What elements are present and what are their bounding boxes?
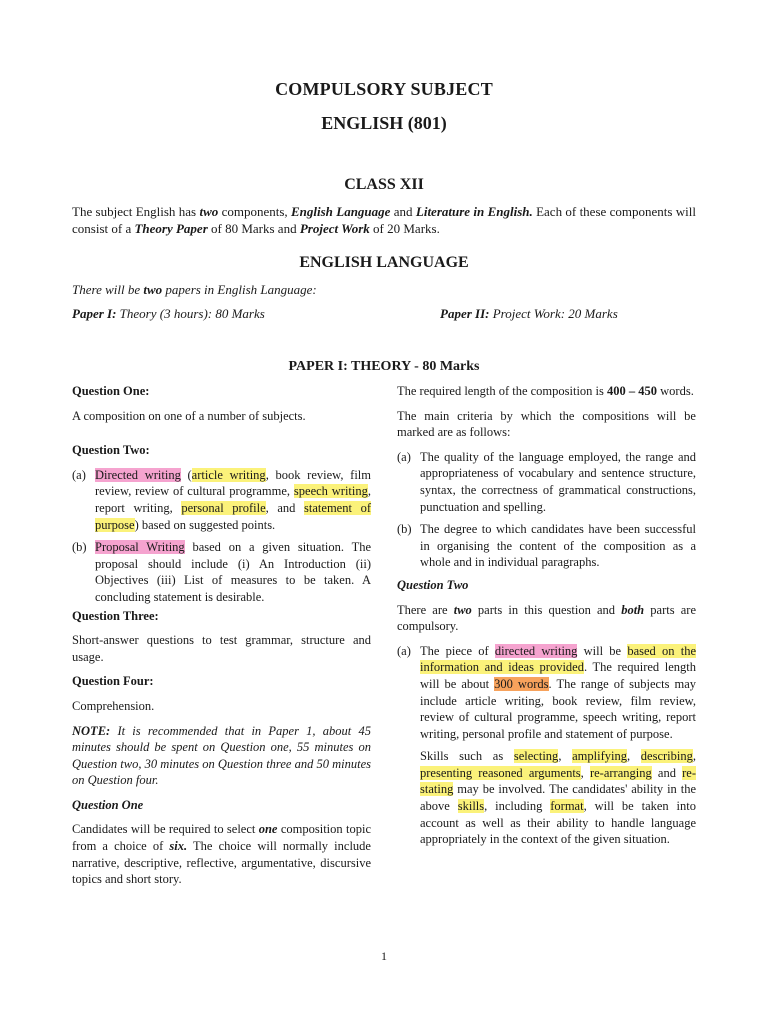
paragraph-emphasis: both	[621, 602, 645, 617]
highlight: personal profile	[181, 500, 266, 515]
paper-one-line	[72, 306, 265, 322]
paragraph-emphasis: two	[453, 602, 472, 617]
page-number: 1	[381, 949, 387, 963]
paper-one-text: Theory (3 hours): 80 Marks	[116, 306, 265, 321]
highlight: Directed writing	[95, 467, 181, 482]
paragraph-text: , including	[484, 799, 551, 814]
highlight: directed writing	[494, 643, 578, 658]
paragraph-text: ,	[558, 749, 573, 764]
item-label: (a)	[72, 467, 86, 482]
question-one-text: A composition on one of a number of subjects.	[72, 408, 306, 423]
item-text-part: will be	[577, 643, 628, 658]
paragraph-text: Candidates will be required to select	[72, 822, 259, 837]
intro-emphasis: Project Work	[299, 221, 370, 236]
item-text	[420, 643, 696, 743]
note-paragraph	[72, 723, 371, 789]
paragraph-text: Skills such as	[420, 749, 514, 764]
paragraph-text: ,	[580, 765, 590, 780]
intro-paragraph	[72, 203, 696, 237]
intro-text: The subject English has	[72, 204, 200, 219]
list-item	[397, 521, 696, 571]
item-text-part: . The required length will be about	[420, 660, 696, 691]
question-two-heading: Question Two:	[72, 443, 150, 458]
paragraph-text: parts are compulsory.	[397, 602, 697, 634]
paragraph-text: There are	[397, 602, 454, 617]
item-text: The quality of the language employed, the range and appropriateness of vocabulary and sentence structure, syntax, the correctness of grammatical constructions, punctuation and spelling.	[420, 449, 696, 514]
paragraph-text: , will be taken into account as well as their ability to handle language appropriately in the context of the given situation.	[420, 799, 696, 847]
note-label: NOTE:	[72, 723, 111, 738]
intro-emphasis: two	[199, 204, 219, 219]
paragraph-emphasis: one	[258, 822, 278, 837]
highlight: article writing	[191, 467, 266, 482]
right-column	[397, 383, 696, 856]
paragraph-text: The required length of the composition is	[397, 384, 608, 398]
paper-one-label: Paper I:	[72, 306, 117, 321]
question-two-detail-heading: Question Two	[397, 577, 469, 592]
highlight: skills	[457, 799, 485, 814]
skills-paragraph	[420, 748, 696, 848]
question-one-detail-heading: Question One	[72, 797, 144, 812]
item-text	[95, 467, 371, 533]
left-column	[72, 383, 371, 896]
list-item	[72, 539, 371, 605]
highlight: re-arranging	[589, 765, 652, 780]
criteria-intro: The main criteria by which the compositions will be marked are as follows:	[397, 408, 696, 440]
item-text-part: ) based on suggested points.	[134, 517, 276, 532]
intro-text: and	[390, 204, 416, 219]
paragraph-text: words.	[657, 384, 694, 398]
paragraph-text: composition topic from a choice of	[72, 822, 371, 854]
intro-emphasis: Theory Paper	[134, 221, 208, 236]
paragraph-text: The choice will normally include narrative, descriptive, reflective, argumentative, discursive topics and short story.	[72, 839, 371, 887]
paragraph-emphasis: 400 – 450	[607, 384, 658, 398]
paper-two-text: Project Work: 20 Marks	[489, 306, 618, 321]
intro-text: components,	[218, 204, 291, 219]
intro-emphasis: English Language	[291, 204, 391, 219]
item-text-part: . The range of subjects may include article writing, book review, film review, review of cultural programme, speech writing, report writing, personal profile and statement of purpose.	[420, 676, 697, 741]
list-item	[72, 467, 371, 533]
class-title: CLASS XII	[344, 176, 424, 193]
note-text: It is recommended that in Paper 1, about 45 minutes should be spent on Question one, 55 minutes on Question two, 30 minutes on Question three and 50 minutes on Question four.	[72, 723, 371, 788]
intro-text: of 20 Marks.	[369, 221, 440, 236]
paragraph-text: ,	[692, 749, 696, 764]
subject-code-title: ENGLISH (801)	[321, 113, 447, 133]
item-label: (a)	[397, 643, 411, 658]
paper-two-label: Paper II:	[440, 306, 490, 321]
papers-intro-text: papers in English Language:	[162, 282, 317, 297]
highlight: re-stating	[420, 765, 696, 797]
highlight: format	[550, 799, 584, 814]
intro-emphasis: Literature in English.	[415, 204, 533, 219]
question-three-heading: Question Three:	[72, 608, 159, 623]
item-text-part: (	[180, 467, 192, 482]
item-label: (b)	[397, 522, 412, 537]
paragraph-text: may be involved. The candidates' ability in the above	[420, 782, 696, 814]
paragraph-text: and	[651, 765, 683, 780]
item-text-part: , and	[265, 500, 305, 515]
list-item	[397, 449, 696, 515]
highlight: selecting	[513, 749, 559, 764]
question-three-text: Short-answer questions to test grammar, structure and usage.	[72, 633, 371, 664]
item-label: (a)	[397, 449, 411, 464]
paper-heading: PAPER I: THEORY - 80 Marks	[288, 359, 480, 374]
question-four-heading: Question Four:	[72, 674, 154, 689]
question-one-heading: Question One:	[72, 384, 150, 398]
papers-intro-text: There will be	[72, 282, 144, 297]
paragraph-text: ,	[626, 749, 641, 764]
highlight: speech writing	[293, 484, 368, 499]
item-text-part: based on a given situation. The proposal should include (i) An Introduction (ii) Objectives (iii) List of measures to be taken. A concluding statement is desirable.	[95, 540, 372, 604]
highlight: amplifying	[572, 749, 627, 764]
papers-intro	[72, 282, 317, 298]
question-four-text: Comprehension.	[72, 698, 155, 713]
paper-two-line	[440, 306, 618, 322]
question-one-detail-text	[72, 821, 371, 887]
highlight: statement of purpose	[95, 500, 371, 532]
item-text: The degree to which candidates have been successful in organising the content of the composition as a whole and in individual paragraphs.	[420, 522, 696, 570]
composition-length	[397, 383, 696, 400]
highlight: Proposal Writing	[95, 540, 185, 555]
intro-text: of 80 Marks and	[207, 221, 300, 236]
item-text-part: , report writing,	[95, 484, 371, 515]
subject-title: COMPULSORY SUBJECT	[275, 79, 493, 99]
item-text	[95, 539, 371, 605]
question-two-detail-text	[397, 602, 696, 635]
item-text-part: The piece of	[420, 643, 495, 658]
highlight: 300 words	[494, 676, 549, 691]
paragraph-text: parts in this question and	[471, 602, 622, 617]
item-text-part: , book review, film review, review of cultural programme,	[95, 467, 371, 499]
highlight: presenting reasoned arguments	[420, 765, 581, 780]
intro-text: Each of these components will consist of a	[72, 204, 697, 236]
paragraph-emphasis: six.	[169, 839, 188, 854]
papers-intro-emphasis: two	[143, 282, 163, 297]
item-label: (b)	[72, 540, 87, 555]
highlight: describing	[640, 749, 693, 764]
highlight: based on the information and ideas provided	[420, 643, 696, 675]
list-item	[397, 643, 696, 743]
section-title: ENGLISH LANGUAGE	[299, 254, 469, 271]
